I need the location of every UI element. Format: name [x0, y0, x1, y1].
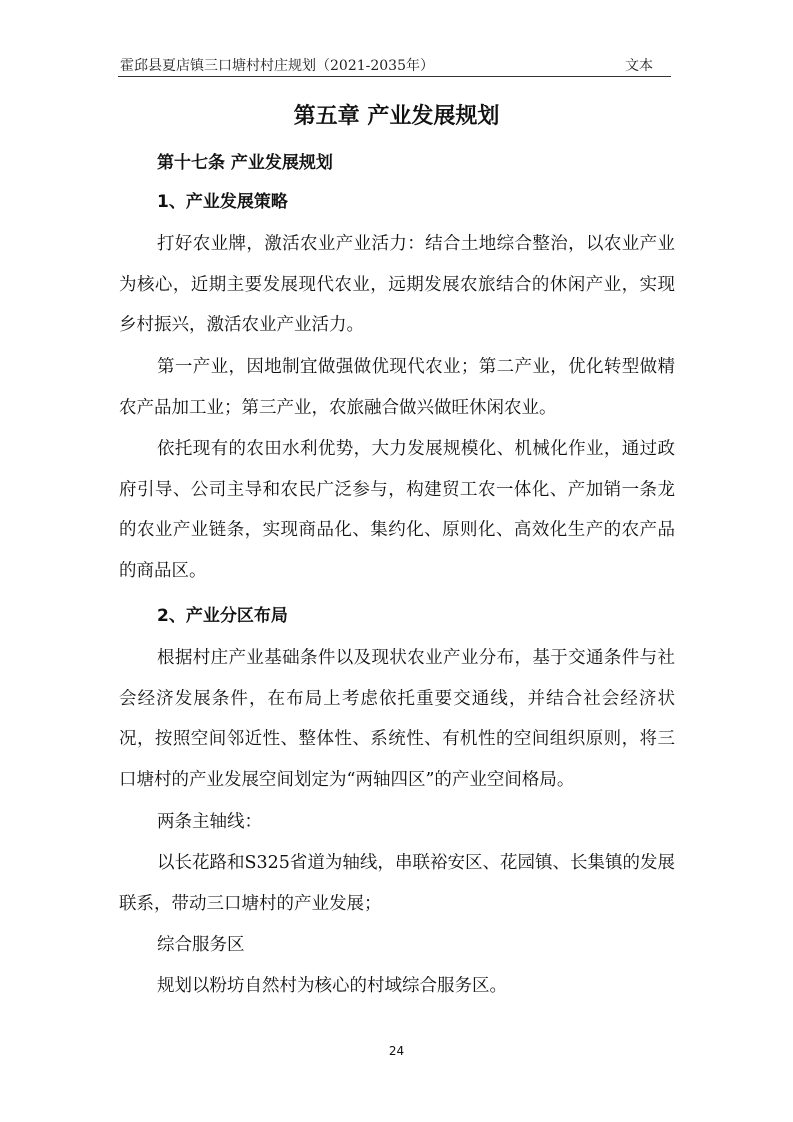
- document-title: 霍邱县夏店镇三口塘村村庄规划（2021-2035年）: [120, 58, 434, 74]
- section-heading-layout: 2、产业分区布局: [157, 606, 288, 626]
- document-type-tag: 文本: [625, 58, 653, 74]
- article-title: 第十七条 产业发展规划: [157, 153, 333, 173]
- page-header: [118, 52, 671, 77]
- paragraph-service-area: 规划以粉坊自然村为核心的村域综合服务区。: [157, 976, 507, 996]
- paragraph-strategy-3: 依托现有的农田水利优势，大力发展规模化、机械化作业，通过政府引导、公司主导和农民广泛参与，构建贸工农一体化、产加销一条龙的农业产业链条，实现商品化、集约化、原则化、高效化生产的农产品的商品区。: [119, 439, 675, 581]
- service-area-label: 综合服务区: [157, 935, 245, 955]
- section-heading-strategy: 1、产业发展策略: [157, 192, 288, 212]
- paragraph-strategy-1: 打好农业牌，激活农业产业活力：结合土地综合整治，以农业产业为核心，近期主要发展现代农业，远期发展农旅结合的休闲产业，实现乡村振兴，激活农业产业活力。: [119, 234, 675, 335]
- paragraph-axis: 以长花路和S325省道为轴线，串联裕安区、花园镇、长集镇的发展联系，带动三口塘村的产业发展；: [119, 853, 675, 914]
- page-number: 24: [388, 1044, 405, 1058]
- paragraph-layout-1: 根据村庄产业基础条件以及现状农业产业分布，基于交通条件与社会经济发展条件，在布局上考虑依托重要交通线，并结合社会经济状况，按照空间邻近性、整体性、系统性、有机性的空间组织原则，将三口塘村的产业发展空间划定为“两轴四区”的产业空间格局。: [119, 648, 675, 790]
- chapter-title: 第五章 产业发展规划: [293, 104, 500, 129]
- axis-label: 两条主轴线：: [157, 812, 262, 832]
- paragraph-strategy-2: 第一产业，因地制宜做强做优现代农业；第二产业，优化转型做精农产品加工业；第三产业，农旅融合做兴做旺休闲农业。: [119, 357, 675, 418]
